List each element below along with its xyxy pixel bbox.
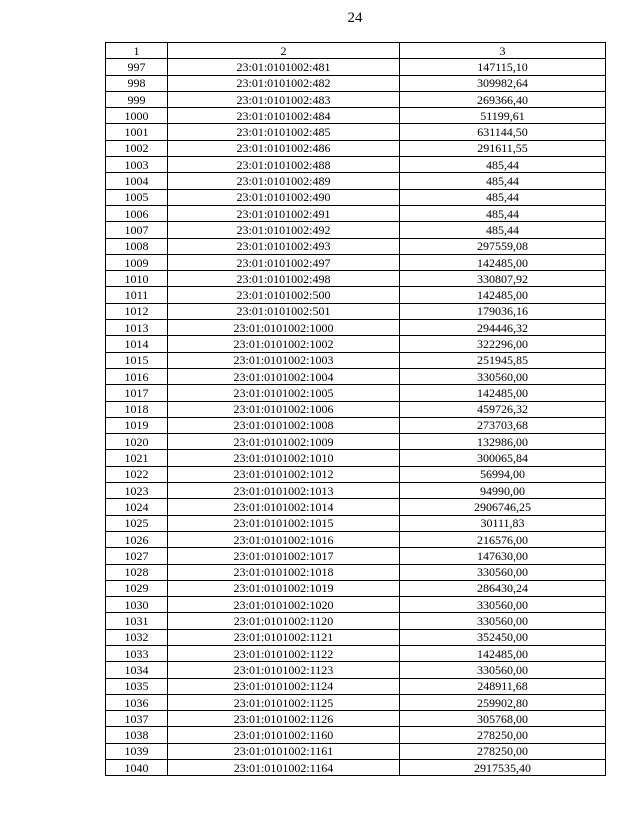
value-cell: 485,44 xyxy=(400,205,606,221)
value-cell: 278250,00 xyxy=(400,727,606,743)
cadastral-number-cell: 23:01:0101002:501 xyxy=(168,303,400,319)
table-row xyxy=(106,368,606,384)
row-number-cell: 1025 xyxy=(106,515,168,531)
row-number-cell: 1006 xyxy=(106,205,168,221)
cadastral-number-cell: 23:01:0101002:1015 xyxy=(168,515,400,531)
row-number-cell: 1034 xyxy=(106,662,168,678)
value-cell: 259902,80 xyxy=(400,694,606,710)
table-row xyxy=(106,450,606,466)
value-cell: 485,44 xyxy=(400,157,606,173)
value-cell: 51199,61 xyxy=(400,108,606,124)
row-number-cell: 1001 xyxy=(106,124,168,140)
table-row xyxy=(106,531,606,547)
value-cell: 631144,50 xyxy=(400,124,606,140)
row-number-cell: 1023 xyxy=(106,483,168,499)
value-cell: 485,44 xyxy=(400,173,606,189)
value-cell: 485,44 xyxy=(400,189,606,205)
cadastral-number-cell: 23:01:0101002:1009 xyxy=(168,434,400,450)
value-cell: 30111,83 xyxy=(400,515,606,531)
cadastral-number-cell: 23:01:0101002:497 xyxy=(168,254,400,270)
cadastral-number-cell: 23:01:0101002:486 xyxy=(168,140,400,156)
row-number-cell: 1014 xyxy=(106,336,168,352)
table-row xyxy=(106,597,606,613)
cadastral-number-cell: 23:01:0101002:482 xyxy=(168,75,400,91)
row-number-cell: 1030 xyxy=(106,597,168,613)
row-number-cell: 1020 xyxy=(106,434,168,450)
table-row xyxy=(106,466,606,482)
cadastral-number-cell: 23:01:0101002:498 xyxy=(168,271,400,287)
cadastral-number-cell: 23:01:0101002:1019 xyxy=(168,580,400,596)
table-row xyxy=(106,271,606,287)
cadastral-number-cell: 23:01:0101002:484 xyxy=(168,108,400,124)
table-row xyxy=(106,515,606,531)
cadastral-number-cell: 23:01:0101002:1164 xyxy=(168,760,400,776)
table-row xyxy=(106,320,606,336)
row-number-cell: 1003 xyxy=(106,157,168,173)
row-number-cell: 1002 xyxy=(106,140,168,156)
row-number-cell: 1040 xyxy=(106,760,168,776)
row-number-cell: 1016 xyxy=(106,368,168,384)
cadastral-number-cell: 23:01:0101002:1012 xyxy=(168,466,400,482)
cadastral-number-cell: 23:01:0101002:492 xyxy=(168,222,400,238)
column-header-1: 1 xyxy=(106,43,168,59)
row-number-cell: 1024 xyxy=(106,499,168,515)
table-row xyxy=(106,205,606,221)
value-cell: 330560,00 xyxy=(400,368,606,384)
value-cell: 147630,00 xyxy=(400,548,606,564)
cadastral-number-cell: 23:01:0101002:1002 xyxy=(168,336,400,352)
table-row xyxy=(106,124,606,140)
row-number-cell: 1012 xyxy=(106,303,168,319)
row-number-cell: 1000 xyxy=(106,108,168,124)
value-cell: 142485,00 xyxy=(400,645,606,661)
table-row xyxy=(106,59,606,75)
cadastral-number-cell: 23:01:0101002:488 xyxy=(168,157,400,173)
cadastral-number-cell: 23:01:0101002:1004 xyxy=(168,368,400,384)
row-number-cell: 1026 xyxy=(106,531,168,547)
row-number-cell: 1029 xyxy=(106,580,168,596)
table-row xyxy=(106,417,606,433)
registry-table xyxy=(105,42,606,776)
value-cell: 352450,00 xyxy=(400,629,606,645)
cadastral-number-cell: 23:01:0101002:1003 xyxy=(168,352,400,368)
value-cell: 286430,24 xyxy=(400,580,606,596)
row-number-cell: 1017 xyxy=(106,385,168,401)
value-cell: 485,44 xyxy=(400,222,606,238)
cadastral-number-cell: 23:01:0101002:485 xyxy=(168,124,400,140)
cadastral-number-cell: 23:01:0101002:1020 xyxy=(168,597,400,613)
table-row xyxy=(106,580,606,596)
row-number-cell: 1015 xyxy=(106,352,168,368)
table-row xyxy=(106,678,606,694)
table-row xyxy=(106,254,606,270)
row-number-cell: 1037 xyxy=(106,711,168,727)
value-cell: 273703,68 xyxy=(400,417,606,433)
cadastral-number-cell: 23:01:0101002:490 xyxy=(168,189,400,205)
table-row xyxy=(106,173,606,189)
row-number-cell: 1021 xyxy=(106,450,168,466)
row-number-cell: 1019 xyxy=(106,417,168,433)
table-row xyxy=(106,401,606,417)
row-number-cell: 1010 xyxy=(106,271,168,287)
table-row xyxy=(106,694,606,710)
value-cell: 294446,32 xyxy=(400,320,606,336)
table-body xyxy=(106,59,606,776)
table-row xyxy=(106,548,606,564)
table-row xyxy=(106,662,606,678)
table-row xyxy=(106,157,606,173)
value-cell: 179036,16 xyxy=(400,303,606,319)
value-cell: 132986,00 xyxy=(400,434,606,450)
table-header-row xyxy=(106,43,606,59)
table-row xyxy=(106,287,606,303)
row-number-cell: 1038 xyxy=(106,727,168,743)
value-cell: 291611,55 xyxy=(400,140,606,156)
table-row xyxy=(106,711,606,727)
value-cell: 330560,00 xyxy=(400,662,606,678)
value-cell: 142485,00 xyxy=(400,254,606,270)
cadastral-number-cell: 23:01:0101002:1018 xyxy=(168,564,400,580)
value-cell: 251945,85 xyxy=(400,352,606,368)
value-cell: 305768,00 xyxy=(400,711,606,727)
value-cell: 56994,00 xyxy=(400,466,606,482)
value-cell: 330560,00 xyxy=(400,613,606,629)
row-number-cell: 1018 xyxy=(106,401,168,417)
column-header-3: 3 xyxy=(400,43,606,59)
cadastral-number-cell: 23:01:0101002:489 xyxy=(168,173,400,189)
value-cell: 147115,10 xyxy=(400,59,606,75)
table-row xyxy=(106,645,606,661)
cadastral-number-cell: 23:01:0101002:1120 xyxy=(168,613,400,629)
table-row xyxy=(106,91,606,107)
table-row xyxy=(106,760,606,776)
cadastral-number-cell: 23:01:0101002:1005 xyxy=(168,385,400,401)
table-row xyxy=(106,222,606,238)
value-cell: 216576,00 xyxy=(400,531,606,547)
cadastral-number-cell: 23:01:0101002:1010 xyxy=(168,450,400,466)
value-cell: 248911,68 xyxy=(400,678,606,694)
value-cell: 322296,00 xyxy=(400,336,606,352)
row-number-cell: 1039 xyxy=(106,743,168,759)
table-row xyxy=(106,303,606,319)
row-number-cell: 1007 xyxy=(106,222,168,238)
value-cell: 142485,00 xyxy=(400,287,606,303)
cadastral-number-cell: 23:01:0101002:1123 xyxy=(168,662,400,678)
row-number-cell: 999 xyxy=(106,91,168,107)
row-number-cell: 997 xyxy=(106,59,168,75)
row-number-cell: 1009 xyxy=(106,254,168,270)
table-row xyxy=(106,727,606,743)
row-number-cell: 1004 xyxy=(106,173,168,189)
cadastral-number-cell: 23:01:0101002:1017 xyxy=(168,548,400,564)
row-number-cell: 1027 xyxy=(106,548,168,564)
cadastral-number-cell: 23:01:0101002:1008 xyxy=(168,417,400,433)
cadastral-number-cell: 23:01:0101002:1121 xyxy=(168,629,400,645)
value-cell: 269366,40 xyxy=(400,91,606,107)
table-row xyxy=(106,75,606,91)
row-number-cell: 1031 xyxy=(106,613,168,629)
value-cell: 309982,64 xyxy=(400,75,606,91)
cadastral-number-cell: 23:01:0101002:1016 xyxy=(168,531,400,547)
page-number: 24 xyxy=(347,10,363,26)
table-row xyxy=(106,499,606,515)
cadastral-number-cell: 23:01:0101002:1126 xyxy=(168,711,400,727)
table-row xyxy=(106,189,606,205)
value-cell: 2906746,25 xyxy=(400,499,606,515)
row-number-cell: 998 xyxy=(106,75,168,91)
row-number-cell: 1036 xyxy=(106,694,168,710)
row-number-cell: 1035 xyxy=(106,678,168,694)
cadastral-number-cell: 23:01:0101002:491 xyxy=(168,205,400,221)
row-number-cell: 1028 xyxy=(106,564,168,580)
value-cell: 330560,00 xyxy=(400,597,606,613)
value-cell: 2917535,40 xyxy=(400,760,606,776)
value-cell: 459726,32 xyxy=(400,401,606,417)
table-row xyxy=(106,238,606,254)
table-row xyxy=(106,336,606,352)
value-cell: 278250,00 xyxy=(400,743,606,759)
cadastral-number-cell: 23:01:0101002:1014 xyxy=(168,499,400,515)
table-row xyxy=(106,434,606,450)
row-number-cell: 1033 xyxy=(106,645,168,661)
value-cell: 297559,08 xyxy=(400,238,606,254)
table-row xyxy=(106,385,606,401)
cadastral-number-cell: 23:01:0101002:1125 xyxy=(168,694,400,710)
value-cell: 300065,84 xyxy=(400,450,606,466)
value-cell: 142485,00 xyxy=(400,385,606,401)
cadastral-number-cell: 23:01:0101002:1124 xyxy=(168,678,400,694)
row-number-cell: 1032 xyxy=(106,629,168,645)
value-cell: 330560,00 xyxy=(400,564,606,580)
table-row xyxy=(106,743,606,759)
cadastral-number-cell: 23:01:0101002:1013 xyxy=(168,483,400,499)
row-number-cell: 1011 xyxy=(106,287,168,303)
row-number-cell: 1008 xyxy=(106,238,168,254)
row-number-cell: 1005 xyxy=(106,189,168,205)
table-row xyxy=(106,140,606,156)
value-cell: 330807,92 xyxy=(400,271,606,287)
table-row xyxy=(106,613,606,629)
value-cell: 94990,00 xyxy=(400,483,606,499)
cadastral-number-cell: 23:01:0101002:1122 xyxy=(168,645,400,661)
cadastral-number-cell: 23:01:0101002:483 xyxy=(168,91,400,107)
cadastral-number-cell: 23:01:0101002:1161 xyxy=(168,743,400,759)
column-header-2: 2 xyxy=(168,43,400,59)
row-number-cell: 1022 xyxy=(106,466,168,482)
cadastral-number-cell: 23:01:0101002:1160 xyxy=(168,727,400,743)
row-number-cell: 1013 xyxy=(106,320,168,336)
cadastral-number-cell: 23:01:0101002:481 xyxy=(168,59,400,75)
table-row xyxy=(106,564,606,580)
table-row xyxy=(106,352,606,368)
cadastral-number-cell: 23:01:0101002:500 xyxy=(168,287,400,303)
table-row xyxy=(106,108,606,124)
cadastral-number-cell: 23:01:0101002:493 xyxy=(168,238,400,254)
table-row xyxy=(106,629,606,645)
table-row xyxy=(106,483,606,499)
cadastral-number-cell: 23:01:0101002:1006 xyxy=(168,401,400,417)
cadastral-number-cell: 23:01:0101002:1000 xyxy=(168,320,400,336)
